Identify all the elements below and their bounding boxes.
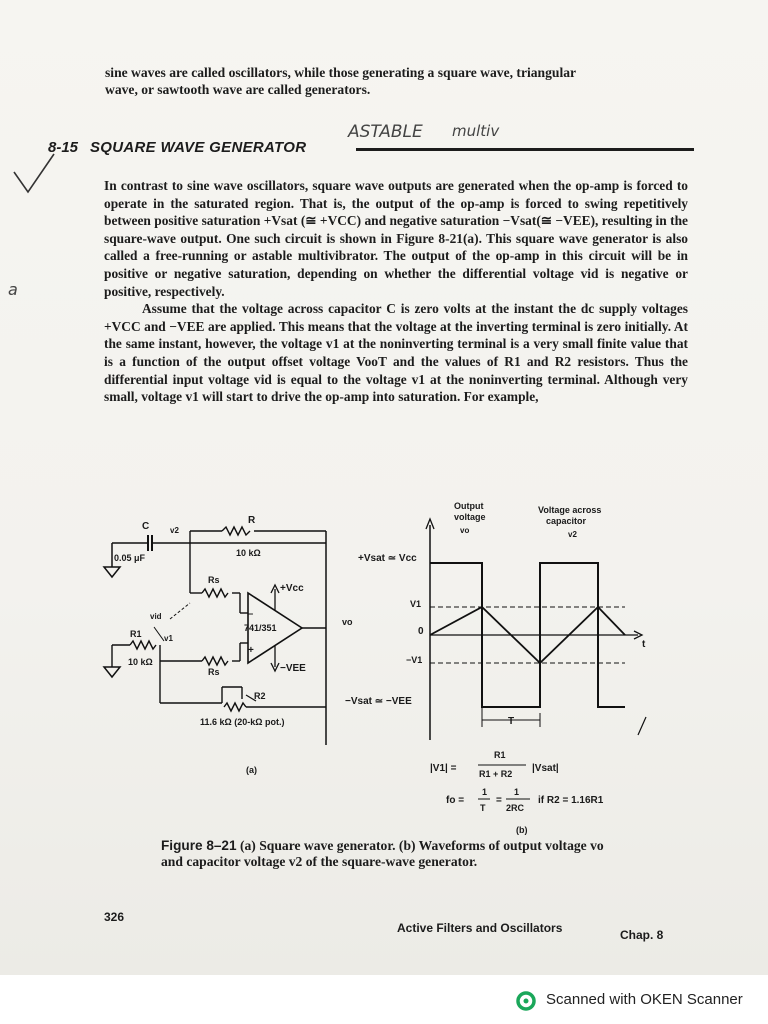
body-text [104, 177, 688, 406]
formula-2-den1: T [480, 803, 486, 813]
section-rule [356, 148, 694, 151]
caption-label: Figure 8–21 [161, 838, 237, 853]
vid-label: vid [150, 612, 162, 621]
section-heading [48, 139, 694, 161]
formula-2-eq: = [496, 795, 502, 806]
r-value: 10 kΩ [236, 548, 261, 558]
resistor-rs-icon [202, 589, 228, 597]
v1-pos-label: V1 [410, 599, 422, 609]
sub-label-a: (a) [246, 765, 257, 775]
r1-label: R1 [130, 629, 142, 639]
scanner-watermark-bar [0, 975, 768, 1024]
running-footer-title: Active Filters and Oscillators [397, 921, 563, 935]
neg-sat-label: −Vsat ≃ −VEE [345, 696, 412, 707]
v1-label: v1 [164, 634, 173, 643]
oken-scanner-logo-icon [516, 991, 536, 1011]
formula-1-num: R1 [494, 750, 506, 760]
running-footer-chapter: Chap. 8 [620, 928, 664, 942]
vcc-label: +Vcc [280, 583, 304, 594]
resistor-r2-pot-icon [224, 703, 246, 711]
r1-value: 10 kΩ [128, 657, 153, 667]
figure-caption [161, 838, 619, 870]
out-label-1: Output [454, 501, 484, 511]
opamp-plus: + [248, 645, 254, 656]
formula-2-right: if R2 = 1.16R1 [538, 795, 604, 806]
waveform-plot [345, 501, 646, 835]
zero-label: 0 [418, 626, 424, 637]
ground-symbol-icon [104, 567, 120, 577]
formula-2-left: fo = [446, 795, 465, 806]
formula-1-den: R1 + R2 [479, 769, 513, 779]
opamp-label: 741/351 [244, 623, 277, 633]
cap-wave-label-3: v2 [568, 530, 577, 539]
cap-label: C [142, 521, 150, 532]
v1-neg-label: −V1 [406, 655, 423, 665]
rs2-label: Rs [208, 667, 220, 677]
section-number: 8-15 [48, 139, 79, 156]
opamp-minus: − [248, 609, 254, 619]
r2-label: R2 [254, 691, 266, 701]
v2-label: v2 [170, 526, 179, 535]
cap-wave-label-2: capacitor [546, 516, 587, 526]
rs-label: Rs [208, 575, 220, 585]
cap-value: 0.05 μF [114, 553, 146, 563]
caption-text: (a) Square wave generator. (b) Waveforms of output voltage vo and capacitor voltage v2 of the square-wave generator. [161, 838, 604, 869]
page-number: 326 [104, 910, 125, 924]
resistor-r1-icon [130, 641, 156, 649]
r2-value: 11.6 kΩ (20-kΩ pot.) [200, 717, 285, 727]
formula-2-num1: 1 [482, 787, 488, 797]
formula-2-num2: 1 [514, 787, 520, 797]
period-label: T [508, 716, 515, 727]
formula-1-left: |V1| = [430, 763, 457, 774]
pos-sat-label: +Vsat ≃ Vcc [358, 553, 417, 564]
out-label-2: voltage [454, 512, 486, 522]
body-paragraph-2: Assume that the voltage across capacitor C is zero volts at the instant the dc supply voltages +VCC and −VEE are applied. This means that the voltage at the inverting terminal is zero initially. At the same instant, however, the voltage v1 at the noninverting terminal is a very small finite value that is a function of the output offset voltage VooT and the values of R1 and R2 resistors. Thus the differential input voltage vid is equal to the voltage v1 at the noninverting terminal. Although very small, voltage v1 will start to drive the op-amp into saturation. For example, [104, 301, 688, 405]
intro-line-2: wave, or sawtooth wave are called generators. [105, 82, 371, 97]
body-paragraph-1: In contrast to sine wave oscillators, square wave outputs are generated when the op-amp is forced to operate in the saturated region. That is, the output of the op-amp is forced to swing repetitively between positive saturation +Vsat (≅ +VCC) and negative saturation −Vsat(≅ −VEE), resulting in the square-wave output. One such circuit is shown in Figure 8-21(a). This square wave generator is also called a free-running or astable multivibrator. The output of the op-amp in this circuit will be in positive or negative saturation, depending on whether the differential voltage vid is negative or positive, respectively. [104, 178, 688, 299]
figure-8-21 [90, 495, 650, 840]
cap-wave-label-1: Voltage across [538, 505, 602, 515]
vo-label: vo [342, 617, 353, 627]
intro-line-1: sine waves are called oscillators, while those generating a square wave, triangular [105, 65, 577, 80]
out-label-3: vo [460, 526, 470, 535]
handwritten-note-astable: ASTABLE [348, 122, 423, 142]
handwritten-margin-note: a [8, 280, 18, 299]
formula-1-right: |Vsat| [532, 763, 559, 774]
intro-paragraph [105, 64, 691, 98]
ground-symbol-icon [104, 667, 120, 677]
vee-label: −VEE [280, 663, 306, 674]
resistor-rs2-icon [202, 657, 228, 665]
circuit-diagram [104, 515, 353, 775]
sub-label-b: (b) [516, 825, 528, 835]
formula-2-den2: 2RC [506, 803, 525, 813]
scanner-watermark-text: Scanned with OKEN Scanner [546, 991, 743, 1008]
t-axis-label: t [642, 639, 646, 650]
resistor-r-icon [222, 527, 250, 535]
handwritten-note-multiv: multiv [452, 122, 500, 140]
check-mark-icon [10, 150, 60, 200]
section-title: SQUARE WAVE GENERATOR [90, 139, 307, 156]
r-label: R [248, 515, 256, 526]
